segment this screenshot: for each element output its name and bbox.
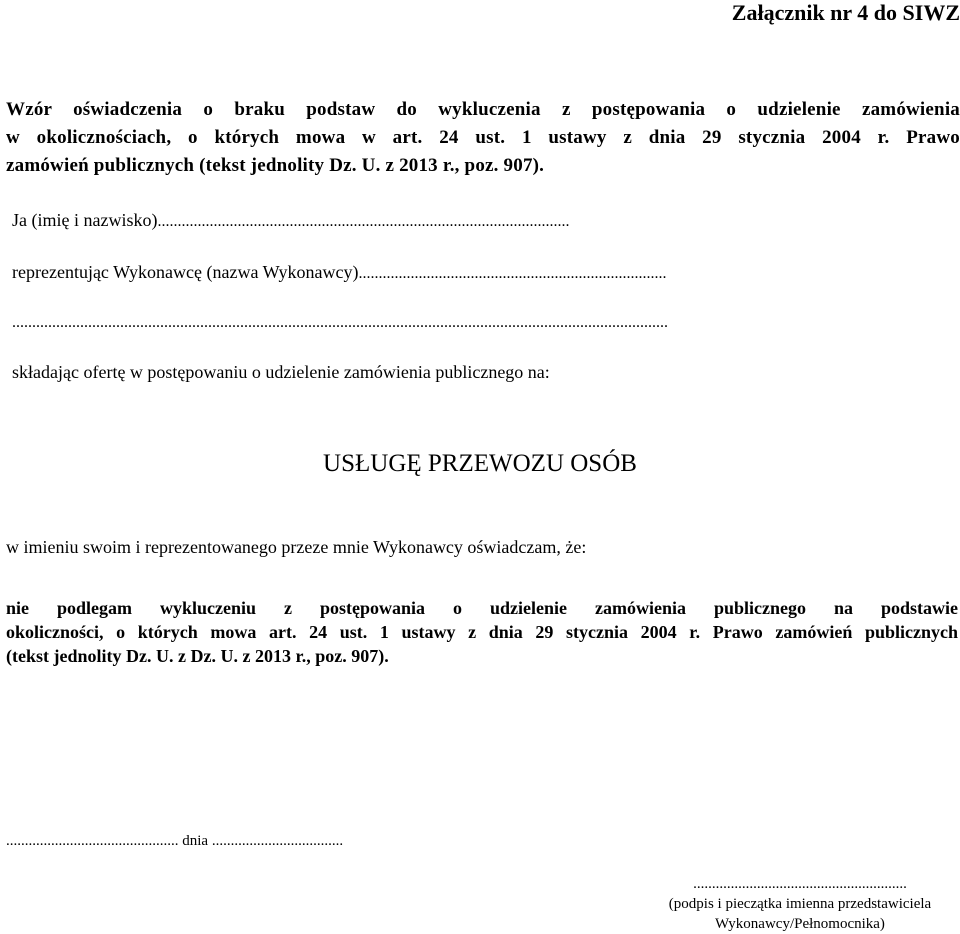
place-date-line [6, 833, 343, 850]
representing-dots: ............................................................................. [358, 265, 667, 282]
representing-field [12, 262, 667, 283]
service-title: USŁUGĘ PRZEWOZU OSÓB [323, 450, 637, 477]
representing-dots-line-2: .................................................................................................................................................................... [12, 314, 668, 331]
declaration-intro: w imieniu swoim i reprezentowanego przeze mnie Wykonawcy oświadczam, że: [6, 537, 587, 557]
date-label: dnia [182, 833, 209, 849]
statement-line-2: okoliczności, o których mowa art. 24 ust. 1 ustawy z dnia 29 stycznia 2004 r. Prawo zamówień publicznych [6, 622, 958, 642]
signature-block [640, 874, 960, 934]
representing-label: reprezentując Wykonawcę (nazwa Wykonawcy) [12, 262, 359, 282]
offer-text: składając ofertę w postępowaniu o udzielenie zamówienia publicznego na: [12, 362, 550, 382]
signature-dots: ......................................................... [693, 876, 907, 892]
name-field [12, 210, 569, 231]
signature-caption-line-2: Wykonawcy/Pełnomocnika) [715, 916, 885, 932]
name-label: Ja (imię i nazwisko) [12, 210, 158, 230]
heading-line-3: zamówień publicznych (tekst jednolity Dz. U. z 2013 r., poz. 907). [6, 155, 545, 176]
name-dots: ....................................................................................................... [157, 213, 570, 230]
statement-line-1: nie podlegam wykluczeniu z postępowania o udzielenie zamówienia publicznego na podstawie [6, 598, 958, 618]
place-dots: .............................................. [6, 833, 179, 849]
declaration-statement [6, 596, 958, 668]
heading-line-2: w okolicznościach, o których mowa w art. 24 ust. 1 ustawy z dnia 29 stycznia 2004 r. Prawo [6, 127, 960, 148]
annex-label: Załącznik nr 4 do SIWZ [731, 0, 960, 25]
heading-line-1: Wzór oświadczenia o braku podstaw do wykluczenia z postępowania o udzielenie zamówienia [6, 99, 960, 120]
document-heading [6, 96, 960, 180]
signature-caption-line-1: (podpis i pieczątka imienna przedstawiciela [668, 896, 932, 912]
date-dots: ................................... [211, 833, 344, 849]
statement-line-3: (tekst jednolity Dz. U. z Dz. U. z 2013 r., poz. 907). [6, 646, 389, 666]
